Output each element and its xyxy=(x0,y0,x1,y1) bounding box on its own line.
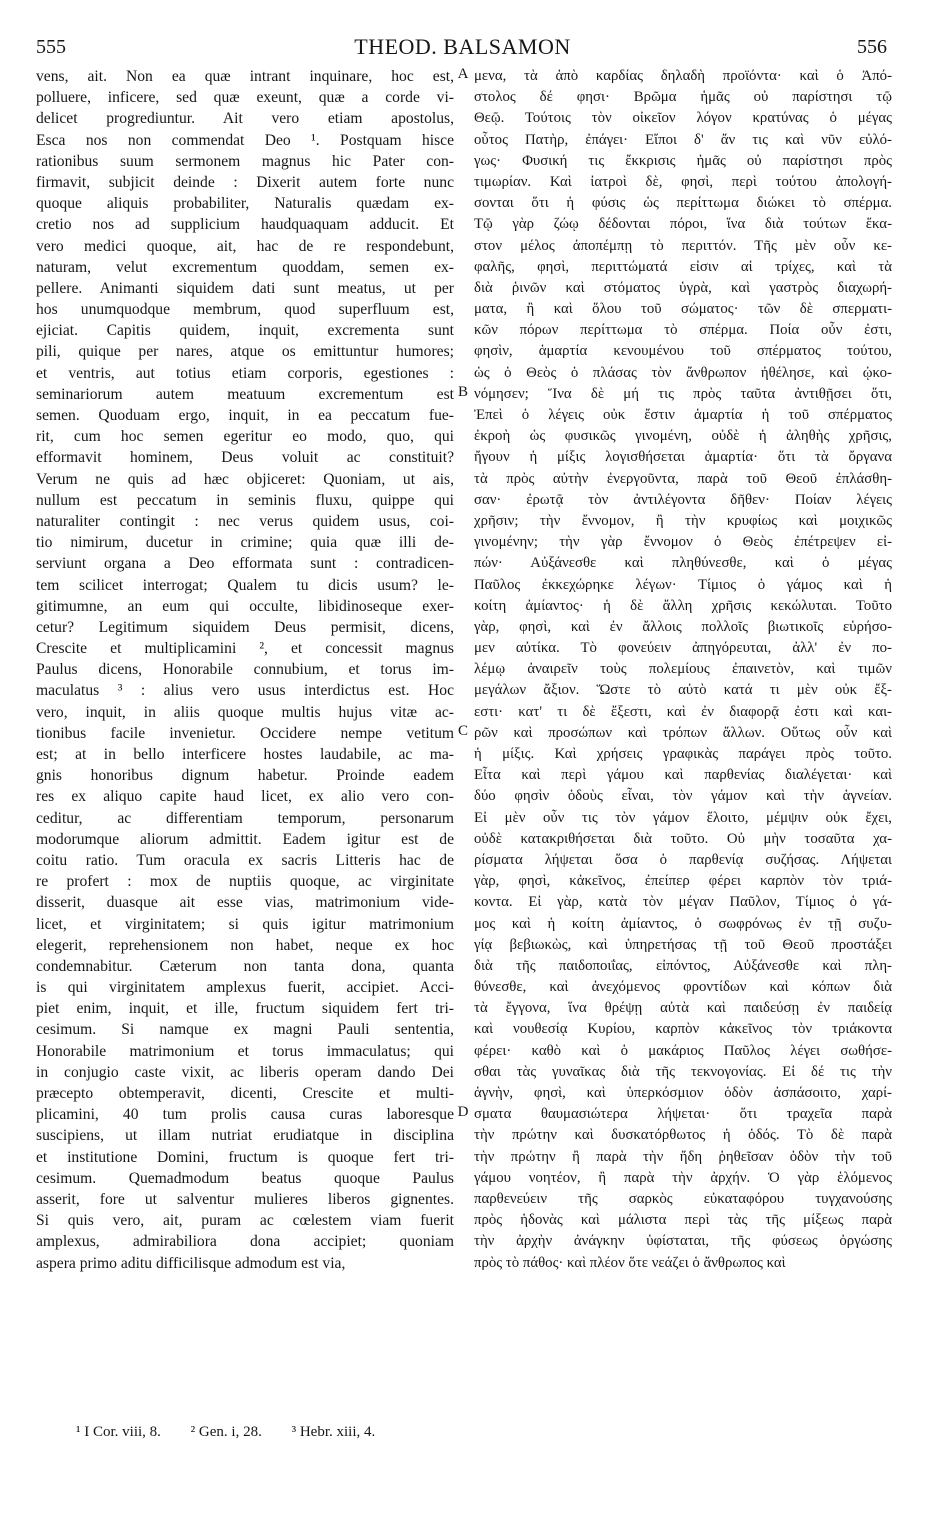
greek-text-line: τιμωρίαν. Καὶ ἰατροὶ δὲ, φησὶ, περὶ τούτου ἀπολογή- xyxy=(474,173,892,190)
greek-text-line: τὰ ἔγγονα, ἵνα θρέψῃ αὐτὰ καὶ παιδεύσῃ ἐν παιδείᾳ xyxy=(474,1000,892,1017)
greek-text-line: δύο φησὶν ὁδοὺς εἶναι, τὸν γάμον καὶ τὴν ἁγνείαν. xyxy=(474,788,892,805)
latin-text-line: plicamini, 40 tum prolis causa curas laboresque xyxy=(36,1106,454,1124)
footnotes xyxy=(76,1424,401,1441)
latin-text-line: pili, quique per nares, atque os emittuntur humores; xyxy=(36,343,454,361)
latin-text-line: semen. Quoduam ergo, inquit, in ea peccatum fue- xyxy=(36,407,454,424)
latin-text-line: et institutione Domini, fructum is quoque fert tri- xyxy=(36,1148,454,1166)
greek-text-line: τὰ πρὸς αὐτὴν ἐνεργοῦντα, παρὰ τοῦ Θεοῦ ἐπλάσθη- xyxy=(474,470,892,487)
greek-text-line: ἁγνὴν, φησὶ, καὶ ὑπερκόσμιον ὁδὸν ἀσπάσοιτο, χαρί- xyxy=(474,1085,892,1101)
latin-text-line: serviunt organa a Deo efformata sunt : contradicen- xyxy=(36,555,454,573)
latin-column xyxy=(36,66,454,1274)
latin-text-line: Verum ne quis ad hæc objiceret: Quoniam, ut ais, xyxy=(36,470,454,488)
latin-text-line: naturam, velut excrementum quoddam, semen ex- xyxy=(36,258,454,276)
greek-text-line: ὡς ὁ Θεὸς ὁ πλάσας τὸν ἄνθρωπον ἠθέλησε, καὶ ᾠκο- xyxy=(474,364,892,381)
latin-text-line: in conjugio caste vixit, ac liberis operam dando Dei xyxy=(36,1063,454,1081)
latin-text-line: is qui virginitatem amplexus fuerit, accipiet. Acci- xyxy=(36,979,454,997)
greek-text-line: Εἶτα καὶ περὶ γάμου καὶ παρθενίας διαλέγεται· καὶ xyxy=(474,767,892,784)
greek-text-line: θύνεσθε, καὶ ἀνεχόμενος φροντίδων καὶ κόπων διὰ xyxy=(474,979,892,996)
latin-text-line: maculatus ³ : alius vero usus interdictus est. Hoc xyxy=(36,682,454,700)
greek-text-line: σονται ὅτι ἡ φύσις ὡς περίττωμα διώκει τὸ σπέρμα. xyxy=(474,195,892,212)
latin-text-line: ceditur, ac differentiam temporum, personarum xyxy=(36,809,454,827)
latin-text-line: asserit, fore ut salventur mulieres liberos gignentes. xyxy=(36,1190,454,1208)
greek-text-line: μεν αὐτίκα. Τὸ φονεύειν ἀπηγόρευται, ἀλλ' ἐν πο- xyxy=(474,640,892,657)
latin-text-line: elegerit, reprehensionem non habet, neque ex hoc xyxy=(36,936,454,954)
greek-text-line: γὰρ, φησὶ, καὶ ἐν ἄλλοις πολλοῖς βιωτικοῖς εὑρήσο- xyxy=(474,618,892,635)
greek-text-line: φέρει· καθὸ καὶ ὁ μακάριος Παῦλος λέγει σωθήσε- xyxy=(474,1042,892,1059)
greek-text-line: κῶν πόρων περίττωμα τὸ σπέρμα. Ποία οὖν ἐστι, xyxy=(474,322,892,339)
latin-text-line: vero, inquit, in aliis quoque multis hujus vitæ ac- xyxy=(36,703,454,721)
greek-text-line: οὐδὲ κατακριθήσεται διὰ τοῦτο. Οὐ μὴν τοσαῦτα χα- xyxy=(474,830,892,847)
greek-text-line: μεγάλων ἄξιον. Ὥστε τὸ αὐτὸ κατά τι μὲν οὐκ ἔξ- xyxy=(474,682,892,699)
latin-text-line: est; at in bello interficere hostes laudabile, ac ma- xyxy=(36,746,454,763)
latin-text-line: res ex aliquo capite haud licet, ex alio vero con- xyxy=(36,788,454,806)
latin-text-line: re profert : mox de nuptiis quoque, ac virginitate xyxy=(36,873,454,891)
latin-text-line: cesimum. Quemadmodum beatus quoque Paulus xyxy=(36,1169,454,1187)
latin-text-line: seminariorum autem meatuum excrementum est xyxy=(36,385,454,403)
greek-text-line: διὰ ῥινῶν καὶ στόματος ὑγρὰ, καὶ γαστρὸς διαχωρή- xyxy=(474,279,892,296)
latin-text-line: Si quis vero, ait, puram ac cœlestem viam fuerit xyxy=(36,1212,454,1230)
latin-text-line: rit, cum hoc semen egeritur eo modo, quo, qui xyxy=(36,428,454,446)
latin-text-line: firmavit, subjicit deinde : Dixerit autem forte nunc xyxy=(36,173,454,191)
greek-text-line: σματα θαυμασιώτερα λήψεται· ὅτι τραχεῖα παρὰ xyxy=(474,1106,892,1123)
latin-text-line: gitimumne, an eum qui occulte, libidinoseque exer- xyxy=(36,597,454,615)
greek-text-line: στολος δέ φησι· Βρῶμα ἡμᾶς οὐ παρίστησι τῷ xyxy=(474,89,892,106)
section-marker-d: D xyxy=(457,1104,469,1120)
greek-text-line: ἡ μίξις. Καὶ χρήσεις γραφικὰς παράγει πρὸς τοῦτο. xyxy=(474,746,892,762)
latin-text-line: delicet progrediuntur. Ait vero etiam apostolus, xyxy=(36,110,454,128)
greek-text-line: ρίσματα λήψεται ὅσα ὁ παρθενίᾳ συζήσας. Λήψεται xyxy=(474,851,892,868)
greek-text-line: σαν· ἐρωτᾷ τὸν ἀντιλέγοντα δῆθεν· Ποίαν λέγεις xyxy=(474,491,892,508)
latin-text-line: Esca nos non commendat Deo ¹. Postquam hisce xyxy=(36,131,454,149)
latin-text-line: quoque aliquis probabiliter, Naturalis quædam ex- xyxy=(36,195,454,213)
greek-text-line: Ἐπεὶ ὁ λέγεις οὐκ ἔστιν ἁμαρτία ἡ τοῦ σπέρματος xyxy=(474,407,892,423)
greek-text-line: πρὸς ἡδονὰς καὶ μάλιστα περὶ τὰς τῆς μίξεως παρὰ xyxy=(474,1212,892,1229)
latin-text-line: nullum est peccatum in seminis fluxu, quippe qui xyxy=(36,491,454,509)
greek-text-line: τὴν πρώτην ἢ παρὰ τὴν ἤδη ῥηθεῖσαν ὁδὸν τὴν τοῦ xyxy=(474,1148,892,1165)
page-number-right: 556 xyxy=(857,36,887,58)
greek-text-line: κοίτη ἀμίαντος· ἡ δὲ ἄλλη χρῆσις κεκώλυται. Τοῦτο xyxy=(474,597,892,614)
greek-text-line: στον μέλος ἀποπέμπῃ τὸ περιττόν. Τῆς μὲν οὖν κε- xyxy=(474,237,892,254)
greek-text-line: καὶ νουθεσίᾳ Κυρίου, καρπὸν κἀκεῖνος τὸν τριάκοντα xyxy=(474,1021,892,1038)
greek-text-line: ρῶν καὶ προσώπων καὶ τρόπων ἄλλων. Οὕτως οὖν καὶ xyxy=(474,724,892,741)
latin-text-line: disserit, duasque ait esse vias, matrimonium vide- xyxy=(36,894,454,912)
section-marker-c: C xyxy=(457,723,468,739)
section-marker-a: A xyxy=(457,66,469,82)
latin-text-line: tionibus facile invenietur. Occidere nempe vetitum xyxy=(36,724,454,742)
greek-text-line: γίᾳ βεβιωκὼς, καὶ ὑπηρετήσας τῇ τοῦ Θεοῦ προστάξει xyxy=(474,936,892,953)
greek-text-line: μενα, τὰ ἀπὸ καρδίας δηλαδὴ προϊόντα· καὶ ὁ Ἀπό- xyxy=(474,68,892,84)
greek-text-line: οὗτος Πατὴρ, ἐπάγει· Εἴποι δ' ἄν τις καὶ νῦν εὐλό- xyxy=(474,131,892,148)
latin-text-line: Crescite et multiplicamini ², et concessit magnus xyxy=(36,640,454,658)
greek-text-line: παρθενεύειν τῆς σαρκὸς εὐκαταφόρου τυγχανούσης xyxy=(474,1190,892,1207)
latin-text-line: naturaliter contingit : nec verus quidem usus, coi- xyxy=(36,512,454,530)
greek-text-line: νόμησεν; Ἵνα δὲ μή τις πρὸς ταῦτα ἀντιθῇσει ὅτι, xyxy=(474,385,892,402)
latin-text-line: suscipiens, ut illam nutriat erudiatque in disciplina xyxy=(36,1127,454,1145)
latin-text-line: licet, et virginitatem; si quis igitur matrimonium xyxy=(36,915,454,933)
latin-text-line: tio nimirum, ducetur in crimine; quia quæ illi de- xyxy=(36,534,454,552)
footnote-2: ² Gen. i, 28. xyxy=(190,1424,262,1440)
latin-text-line: aspera primo aditu difficilisque admodum est via, xyxy=(36,1254,346,1272)
latin-text-line: hos unumquodque membrum, quod superfluum est, xyxy=(36,301,454,319)
page-header xyxy=(0,34,925,64)
latin-text-line: vero medici quoque, ait, hac de re respondebunt, xyxy=(36,237,454,255)
greek-text-line: διὰ τῆς παιδοποιΐας, εἰπόντος, Αὐξάνεσθε καὶ πλη- xyxy=(474,957,892,974)
latin-text-line: efformavit hominem, Deus voluit ac constituit? xyxy=(36,449,454,467)
latin-text-line: coitu ratio. Tum oracula ex sacris Litteris hac de xyxy=(36,851,454,869)
latin-text-line: gnis honoribus dignum habetur. Proinde eadem xyxy=(36,767,454,785)
greek-text-line: λέμῳ ἀναιρεῖν τοὺς πολεμίους ἐπαινετὸν, καὶ τιμῶν xyxy=(474,661,892,678)
latin-text-line: modorumque aliorum admittit. Eadem igitur est de xyxy=(36,830,454,848)
latin-text-line: amplexus, admirabiliora dona accipiet; quoniam xyxy=(36,1233,454,1251)
latin-text-line: polluere, inficere, sed quæ exeunt, quæ a corde vi- xyxy=(36,89,454,107)
latin-text-line: ejiciat. Capitis quidem, inquit, excrementa sunt xyxy=(36,322,454,340)
latin-text-line: Paulus dicens, Honorabile connubium, et torus im- xyxy=(36,661,454,679)
greek-text-line: τὴν ἀρχὴν ἀνάγκην ὑφίσταται, τῆς φύσεως ὀργώσης xyxy=(474,1233,892,1250)
section-marker-b: B xyxy=(457,384,468,400)
latin-text-line: et ventris, aut totius etiam corporis, egestiones : xyxy=(36,364,454,382)
latin-text-line: cesimum. Si namque ex magni Pauli sententia, xyxy=(36,1021,454,1039)
running-title: THEOD. BALSAMON xyxy=(354,34,571,59)
greek-column xyxy=(474,66,892,1274)
greek-text-line: κοντα. Εἰ γὰρ, κατὰ τὸν μέγαν Παῦλον, Τίμιος ὁ γά- xyxy=(474,894,892,911)
greek-text-line: σθαι τὰς γυναῖκας διὰ τῆς τεκνογονίας. Εἰ δέ τις τὴν xyxy=(474,1063,892,1080)
latin-text-line: Honorabile matrimonium et torus immaculatus; qui xyxy=(36,1042,454,1060)
greek-text-line: γὰρ, φησὶ, κἀκεῖνος, ἐπείπερ φέρει καρπὸν τὸν τριά- xyxy=(474,873,892,890)
greek-text-line: χρῆσιν; τὴν ἔννομον, ἢ τὴν κρυφίως καὶ μοιχικῶς xyxy=(474,512,892,529)
latin-text-line: cretio nos ad supplicium haudquaquam adducit. Et xyxy=(36,216,454,234)
greek-text-line: φησὶν, ἁμαρτία κενουμένου τοῦ σπέρματος τούτου, xyxy=(474,343,892,360)
latin-text-line: vens, ait. Non ea quæ intrant inquinare, hoc est, xyxy=(36,68,454,85)
latin-text-line: rationibus suum sermonem magnus hic Pater con- xyxy=(36,152,454,170)
greek-text-line: ἐκροὴ ὡς φυσικῶς γινομένη, οὐδὲ ἡ ἀληθὴς χρῆσις, xyxy=(474,428,892,445)
greek-text-line: Θεῷ. Τούτοις τὸν οἰκεῖον λόγον κρατύνας ὁ μέγας xyxy=(474,110,892,127)
greek-text-line: μος καὶ ἡ κοίτη ἀμίαντος, ὁ σωφρόνως ἐν τῇ συζυ- xyxy=(474,915,892,932)
latin-text-line: pellere. Animanti siquidem dati sunt meatus, ut per xyxy=(36,279,454,297)
page-number-left: 555 xyxy=(36,36,66,58)
latin-text-line: condemnabitur. Cæterum non tanta dona, quanta xyxy=(36,957,454,975)
greek-text-line: γως· Φυσική τις ἔκκρισις ἡμᾶς οὐ παρίστησι πρὸς xyxy=(474,152,892,169)
latin-text-line: cetur? Legitimum siquidem Deus permisit, dicens, xyxy=(36,618,454,636)
greek-text-line: εστι· κατ' τι δὲ ἔξεστι, καὶ ἐν διαφορᾷ ἐστι καὶ και- xyxy=(474,703,892,720)
latin-text-line: præcepto obtemperavit, dicenti, Crescite et multi- xyxy=(36,1085,454,1102)
greek-text-line: ἤγουν ἡ μίξις λογισθήσεται ἁμαρτία· ὅτι τὰ ὄργανα xyxy=(474,449,892,466)
greek-text-line: Τῷ γὰρ ζώῳ δέδονται πόροι, ἵνα διὰ τούτων ἕκα- xyxy=(474,216,892,233)
greek-text-line: γινομένην; τὴν γὰρ ἔννομον ὁ Θεὸς ἐπέτρεψεν εἰ- xyxy=(474,534,892,551)
greek-text-line: Εἰ μὲν οὖν τις τὸν γάμον ἕλοιτο, μέμψιν οὐκ ἔχει, xyxy=(474,809,892,826)
greek-text-line: Παῦλος ἐκκεχώρηκε λέγων· Τίμιος ὁ γάμος καὶ ἡ xyxy=(474,576,892,593)
latin-text-line: piet enim, inquit, et ille, fructum siquidem fert tri- xyxy=(36,1000,454,1018)
greek-text-line: πρὸς τὸ πάθος· καὶ πλέον ὅτε νεάζει ὁ ἄνθρωπος καὶ xyxy=(474,1254,786,1271)
greek-text-line: γάμου νοητέον, ἢ παρὰ τὴν ἀρχήν. Ὁ γὰρ ἑλόμενος xyxy=(474,1169,892,1186)
latin-text-line: tem scilicet interrogat; Qualem tu dicis usum? le- xyxy=(36,576,454,594)
footnote-3: ³ Hebr. xiii, 4. xyxy=(291,1424,376,1440)
greek-text-line: πών· Αὐξάνεσθε καὶ πληθύνεσθε, καὶ ὁ μέγας xyxy=(474,555,892,572)
greek-text-line: τὴν πρώτην καὶ δυσκατόρθωτος ἡ ὁδός. Τὸ δὲ παρὰ xyxy=(474,1127,892,1144)
footnote-1: ¹ I Cor. viii, 8. xyxy=(76,1424,161,1440)
greek-text-line: φαλῆς, φησὶ, περιττώματά εἰσιν αἱ τρίχες, καὶ τὰ xyxy=(474,258,892,275)
greek-text-line: ματα, ἢ καὶ ὅλου τοῦ σώματος· τῶν δὲ σπερματι- xyxy=(474,301,892,318)
